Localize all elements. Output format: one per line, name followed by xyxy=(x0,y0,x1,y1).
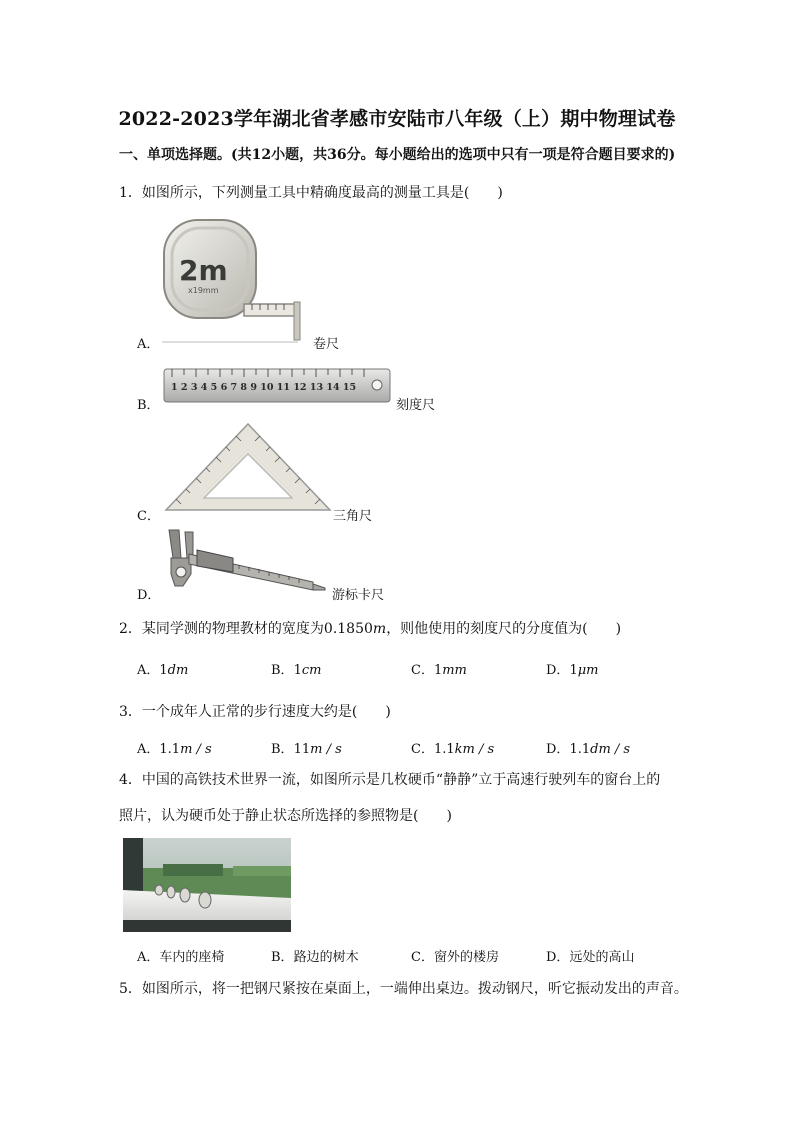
vernier-caliper-image xyxy=(163,528,328,594)
q1-option-d-letter[interactable]: D． xyxy=(137,588,161,603)
q4-option-c[interactable]: C．窗外的楼房 xyxy=(411,950,499,965)
question-3-text: 3．一个成年人正常的步行速度大约是( ) xyxy=(119,704,391,720)
question-2-text: 2．某同学测的物理教材的宽度为0.1850m，则他使用的刻度尺的分度值为( ) xyxy=(119,621,622,637)
question-4-text-line2: 照片，认为硬币处于静止状态所选择的参照物是( ) xyxy=(119,808,452,824)
q2-option-b[interactable]: B．1cm xyxy=(271,663,322,678)
q2-option-c[interactable]: C．1mm xyxy=(411,663,467,678)
q1-option-b-letter[interactable]: B． xyxy=(137,398,160,413)
question-4-text-line1: 4．中国的高铁技术世界一流，如图所示是几枚硬币“静静”立于高速行驶列车的窗台上的 xyxy=(119,772,661,788)
q1-option-c-letter[interactable]: C． xyxy=(137,509,160,524)
q4-option-d[interactable]: D．远处的高山 xyxy=(546,950,635,965)
q2-option-d[interactable]: D．1μm xyxy=(546,663,599,678)
ruler-numbers: 1 2 3 4 5 6 7 8 9 10 11 12 13 14 15 xyxy=(171,382,357,393)
tape-print-size: x19mm xyxy=(188,286,219,295)
train-window-coins-photo xyxy=(123,838,291,932)
q4-option-a[interactable]: A．车内的座椅 xyxy=(137,950,225,965)
q3-option-b[interactable]: B．11m / s xyxy=(271,742,342,757)
triangle-ruler-image xyxy=(164,422,332,514)
ruler-image xyxy=(164,368,392,406)
q1-option-a-letter[interactable]: A． xyxy=(137,337,160,352)
q1-option-b-label: 刻度尺 xyxy=(396,398,436,413)
page-title: 2022-2023学年湖北省孝感市安陆市八年级（上）期中物理试卷 xyxy=(118,108,676,130)
q4-option-b[interactable]: B．路边的树木 xyxy=(271,950,359,965)
tape-print-2m: 2m xyxy=(179,254,228,287)
question-5-text: 5．如图所示，将一把钢尺紧按在桌面上，一端伸出桌边。拨动钢尺，听它振动发出的声音。 xyxy=(119,981,688,997)
q3-option-d[interactable]: D．1.1dm / s xyxy=(546,742,631,757)
q3-option-c[interactable]: C．1.1km / s xyxy=(411,742,495,757)
q2-option-a[interactable]: A．1dm xyxy=(137,663,189,678)
q1-option-c-label: 三角尺 xyxy=(333,509,373,524)
section-heading: 一、单项选择题。(共12小题，共36分。每小题给出的选项中只有一项是符合题目要求的) xyxy=(119,147,676,163)
q3-option-a[interactable]: A．1.1m / s xyxy=(137,742,212,757)
q1-option-a-label: 卷尺 xyxy=(313,337,340,352)
q1-option-d-label: 游标卡尺 xyxy=(332,588,385,603)
question-1-text: 1．如图所示，下列测量工具中精确度最高的测量工具是( ) xyxy=(119,185,503,201)
tape-measure-image xyxy=(160,218,310,346)
